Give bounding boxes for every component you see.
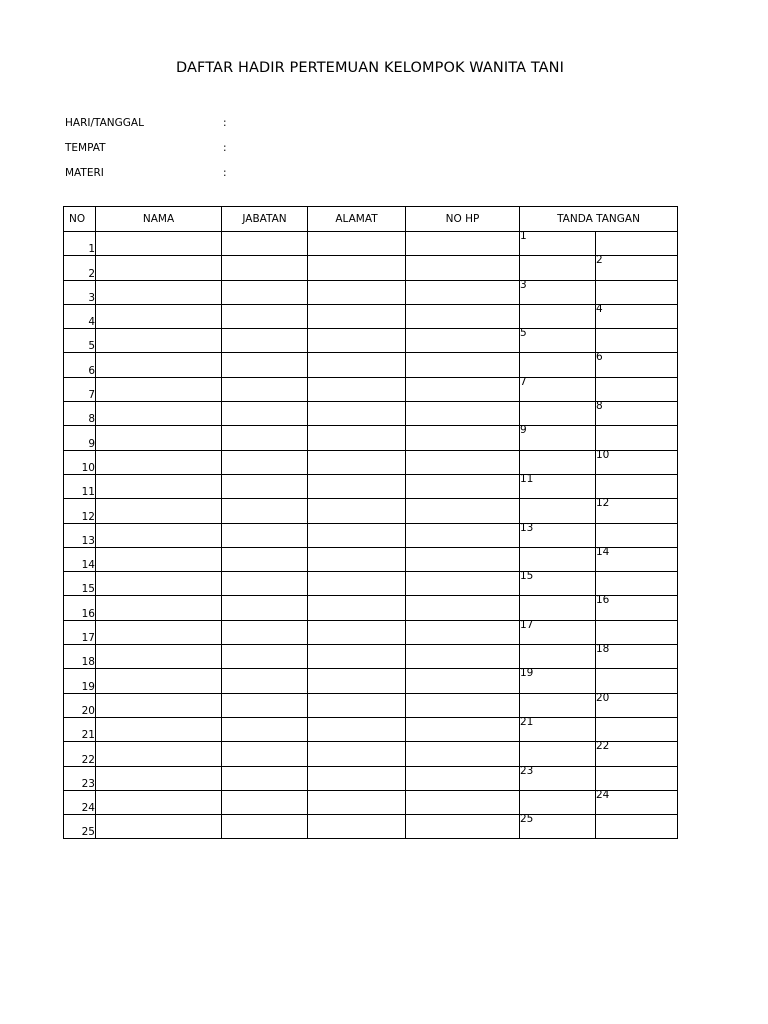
table-row: [64, 547, 678, 571]
jabatan-cell[interactable]: [222, 693, 308, 717]
signature-cell-right[interactable]: [596, 474, 678, 498]
jabatan-cell[interactable]: [222, 304, 308, 328]
signature-cell-left[interactable]: [520, 693, 596, 717]
jabatan-cell[interactable]: [222, 717, 308, 741]
alamat-cell[interactable]: [308, 547, 406, 571]
row-number: 25: [64, 815, 96, 839]
table-row: [64, 742, 678, 766]
signature-cell-left[interactable]: [520, 742, 596, 766]
row-number: 18: [64, 645, 96, 669]
alamat-cell[interactable]: [308, 620, 406, 644]
header-alamat: ALAMAT: [308, 207, 406, 232]
row-number: 4: [64, 304, 96, 328]
table-row: [64, 232, 678, 256]
jabatan-cell[interactable]: [222, 620, 308, 644]
signature-cell-left[interactable]: [520, 402, 596, 426]
row-number: 21: [64, 717, 96, 741]
row-number: 22: [64, 742, 96, 766]
signature-number: 1: [520, 230, 527, 242]
nama-cell[interactable]: [96, 377, 222, 401]
no-hp-cell[interactable]: [406, 377, 520, 401]
no-hp-cell[interactable]: [406, 329, 520, 353]
row-number: 5: [64, 329, 96, 353]
signature-cell-right[interactable]: [596, 329, 678, 353]
no-hp-cell[interactable]: [406, 450, 520, 474]
signature-cell-right[interactable]: [596, 620, 678, 644]
no-hp-cell[interactable]: [406, 815, 520, 839]
table-row: [64, 572, 678, 596]
table-row: [64, 815, 678, 839]
row-number: 3: [64, 280, 96, 304]
signature-cell-left[interactable]: [520, 280, 596, 304]
signature-number: 20: [596, 691, 610, 704]
table-row: [64, 790, 678, 814]
nama-cell[interactable]: [96, 280, 222, 304]
signature-cell-left[interactable]: [520, 596, 596, 620]
alamat-cell[interactable]: [308, 426, 406, 450]
signature-cell-right[interactable]: [596, 766, 678, 790]
table-body: [64, 232, 678, 839]
signature-cell-left[interactable]: [520, 377, 596, 401]
row-number: 20: [64, 693, 96, 717]
no-hp-cell[interactable]: [406, 717, 520, 741]
table-row: [64, 596, 678, 620]
nama-cell[interactable]: [96, 402, 222, 426]
jabatan-cell[interactable]: [222, 450, 308, 474]
signature-number: 23: [520, 764, 534, 777]
nama-cell[interactable]: [96, 450, 222, 474]
nama-cell[interactable]: [96, 742, 222, 766]
no-hp-cell[interactable]: [406, 402, 520, 426]
table-row: [64, 693, 678, 717]
signature-cell-right[interactable]: [596, 426, 678, 450]
no-hp-cell[interactable]: [406, 645, 520, 669]
alamat-cell[interactable]: [308, 474, 406, 498]
table-row: [64, 645, 678, 669]
table-row: [64, 620, 678, 644]
no-hp-cell[interactable]: [406, 474, 520, 498]
signature-cell-left[interactable]: [520, 620, 596, 644]
signature-cell-right[interactable]: [596, 742, 678, 766]
signature-number: 25: [520, 813, 534, 826]
signature-cell-right[interactable]: [596, 596, 678, 620]
nama-cell[interactable]: [96, 693, 222, 717]
signature-cell-right[interactable]: [596, 232, 678, 256]
alamat-cell[interactable]: [308, 329, 406, 353]
header-nama: NAMA: [96, 207, 222, 232]
signature-cell-right[interactable]: [596, 547, 678, 571]
signature-cell-right[interactable]: [596, 790, 678, 814]
signature-number: 22: [596, 740, 610, 753]
signature-number: 7: [520, 375, 527, 388]
alamat-cell[interactable]: [308, 450, 406, 474]
signature-cell-right[interactable]: [596, 304, 678, 328]
jabatan-cell[interactable]: [222, 596, 308, 620]
signature-cell-left[interactable]: [520, 426, 596, 450]
signature-cell-right[interactable]: [596, 353, 678, 377]
meta-colon: :: [223, 167, 227, 179]
no-hp-cell[interactable]: [406, 523, 520, 547]
alamat-cell[interactable]: [308, 499, 406, 523]
nama-cell[interactable]: [96, 523, 222, 547]
jabatan-cell[interactable]: [222, 353, 308, 377]
header-no-hp: NO HP: [406, 207, 520, 232]
signature-number: 18: [596, 643, 610, 656]
no-hp-cell[interactable]: [406, 232, 520, 256]
row-number: 17: [64, 620, 96, 644]
table-row: [64, 329, 678, 353]
nama-cell[interactable]: [96, 717, 222, 741]
nama-cell[interactable]: [96, 304, 222, 328]
jabatan-cell[interactable]: [222, 547, 308, 571]
signature-number: 14: [596, 545, 610, 558]
signature-number: 19: [520, 667, 534, 680]
alamat-cell[interactable]: [308, 256, 406, 280]
table-row: [64, 426, 678, 450]
row-number: 2: [64, 256, 96, 280]
jabatan-cell[interactable]: [222, 523, 308, 547]
meta-row-material: [65, 167, 227, 179]
nama-cell[interactable]: [96, 474, 222, 498]
signature-cell-left[interactable]: [520, 499, 596, 523]
signature-cell-right[interactable]: [596, 280, 678, 304]
meta-row-place: [65, 142, 227, 154]
alamat-cell[interactable]: [308, 693, 406, 717]
meta-row-date: [65, 117, 227, 129]
jabatan-cell[interactable]: [222, 474, 308, 498]
signature-number: 3: [520, 278, 527, 291]
signature-number: 12: [596, 497, 610, 510]
signature-number: 2: [596, 254, 603, 267]
table-row: [64, 669, 678, 693]
nama-cell[interactable]: [96, 669, 222, 693]
jabatan-cell[interactable]: [222, 426, 308, 450]
jabatan-cell[interactable]: [222, 377, 308, 401]
table-row: [64, 766, 678, 790]
jabatan-cell[interactable]: [222, 329, 308, 353]
jabatan-cell[interactable]: [222, 742, 308, 766]
jabatan-cell[interactable]: [222, 572, 308, 596]
signature-number: 13: [520, 521, 534, 534]
signature-cell-right[interactable]: [596, 669, 678, 693]
signature-cell-left[interactable]: [520, 547, 596, 571]
signature-cell-right[interactable]: [596, 645, 678, 669]
meta-label-place: TEMPAT: [65, 142, 106, 154]
header-no: NO: [64, 207, 96, 232]
meta-colon: :: [223, 142, 227, 154]
jabatan-cell[interactable]: [222, 790, 308, 814]
signature-number: 21: [520, 715, 534, 728]
alamat-cell[interactable]: [308, 353, 406, 377]
attendance-table: [63, 206, 678, 839]
jabatan-cell[interactable]: [222, 815, 308, 839]
table-row: [64, 377, 678, 401]
row-number: 14: [64, 547, 96, 571]
nama-cell[interactable]: [96, 815, 222, 839]
nama-cell[interactable]: [96, 256, 222, 280]
header-tanda-tangan: TANDA TANGAN: [520, 207, 678, 232]
signature-cell-left[interactable]: [520, 645, 596, 669]
nama-cell[interactable]: [96, 572, 222, 596]
signature-number: 10: [596, 448, 610, 461]
alamat-cell[interactable]: [308, 766, 406, 790]
table-row: [64, 280, 678, 304]
alamat-cell[interactable]: [308, 742, 406, 766]
nama-cell[interactable]: [96, 499, 222, 523]
no-hp-cell[interactable]: [406, 353, 520, 377]
row-number: 9: [64, 426, 96, 450]
signature-number: 17: [520, 618, 534, 631]
signature-cell-left[interactable]: [520, 450, 596, 474]
row-number: 23: [64, 766, 96, 790]
row-number: 24: [64, 790, 96, 814]
row-number: 1: [64, 232, 96, 256]
jabatan-cell[interactable]: [222, 256, 308, 280]
nama-cell[interactable]: [96, 353, 222, 377]
table-row: [64, 474, 678, 498]
table-row: [64, 499, 678, 523]
alamat-cell[interactable]: [308, 717, 406, 741]
signature-cell-right[interactable]: [596, 377, 678, 401]
document-title: DAFTAR HADIR PERTEMUAN KELOMPOK WANITA TANI: [176, 60, 564, 76]
signature-number: 15: [520, 570, 534, 583]
alamat-cell[interactable]: [308, 815, 406, 839]
jabatan-cell[interactable]: [222, 402, 308, 426]
signature-cell-left[interactable]: [520, 572, 596, 596]
row-number: 10: [64, 450, 96, 474]
nama-cell[interactable]: [96, 329, 222, 353]
no-hp-cell[interactable]: [406, 547, 520, 571]
jabatan-cell[interactable]: [222, 669, 308, 693]
signature-number: 16: [596, 594, 610, 607]
no-hp-cell[interactable]: [406, 572, 520, 596]
nama-cell[interactable]: [96, 596, 222, 620]
no-hp-cell[interactable]: [406, 256, 520, 280]
no-hp-cell[interactable]: [406, 620, 520, 644]
signature-number: 8: [596, 400, 603, 413]
row-number: 13: [64, 523, 96, 547]
jabatan-cell[interactable]: [222, 645, 308, 669]
signature-number: 11: [520, 472, 534, 485]
alamat-cell[interactable]: [308, 790, 406, 814]
row-number: 16: [64, 596, 96, 620]
table-row: [64, 717, 678, 741]
no-hp-cell[interactable]: [406, 304, 520, 328]
no-hp-cell[interactable]: [406, 669, 520, 693]
header-jabatan: JABATAN: [222, 207, 308, 232]
row-number: 19: [64, 669, 96, 693]
signature-number: 9: [520, 424, 527, 437]
signature-cell-right[interactable]: [596, 717, 678, 741]
row-number: 8: [64, 402, 96, 426]
row-number: 7: [64, 377, 96, 401]
table-row: [64, 523, 678, 547]
signature-cell-left[interactable]: [520, 766, 596, 790]
alamat-cell[interactable]: [308, 304, 406, 328]
no-hp-cell[interactable]: [406, 499, 520, 523]
signature-number: 4: [596, 302, 603, 315]
signature-cell-right[interactable]: [596, 815, 678, 839]
alamat-cell[interactable]: [308, 377, 406, 401]
table-header-row: [64, 207, 678, 232]
alamat-cell[interactable]: [308, 232, 406, 256]
alamat-cell[interactable]: [308, 280, 406, 304]
signature-number: 24: [596, 788, 610, 801]
nama-cell[interactable]: [96, 790, 222, 814]
row-number: 11: [64, 474, 96, 498]
jabatan-cell[interactable]: [222, 280, 308, 304]
row-number: 12: [64, 499, 96, 523]
no-hp-cell[interactable]: [406, 766, 520, 790]
no-hp-cell[interactable]: [406, 280, 520, 304]
signature-cell-left[interactable]: [520, 815, 596, 839]
alamat-cell[interactable]: [308, 596, 406, 620]
signature-cell-left[interactable]: [520, 474, 596, 498]
no-hp-cell[interactable]: [406, 742, 520, 766]
signature-cell-right[interactable]: [596, 450, 678, 474]
alamat-cell[interactable]: [308, 645, 406, 669]
no-hp-cell[interactable]: [406, 693, 520, 717]
signature-cell-left[interactable]: [520, 329, 596, 353]
signature-number: 6: [596, 351, 603, 364]
jabatan-cell[interactable]: [222, 232, 308, 256]
signature-cell-left[interactable]: [520, 304, 596, 328]
jabatan-cell[interactable]: [222, 766, 308, 790]
signature-cell-left[interactable]: [520, 353, 596, 377]
alamat-cell[interactable]: [308, 572, 406, 596]
signature-cell-left[interactable]: [520, 523, 596, 547]
nama-cell[interactable]: [96, 645, 222, 669]
signature-cell-right[interactable]: [596, 693, 678, 717]
alamat-cell[interactable]: [308, 669, 406, 693]
signature-cell-right[interactable]: [596, 256, 678, 280]
nama-cell[interactable]: [96, 766, 222, 790]
table-row: [64, 256, 678, 280]
table-row: [64, 304, 678, 328]
meta-label-date: HARI/TANGGAL: [65, 117, 144, 129]
meta-colon: :: [223, 117, 227, 129]
signature-cell-left[interactable]: [520, 717, 596, 741]
signature-cell-right[interactable]: [596, 572, 678, 596]
signature-cell-right[interactable]: [596, 402, 678, 426]
row-number: 15: [64, 572, 96, 596]
no-hp-cell[interactable]: [406, 790, 520, 814]
no-hp-cell[interactable]: [406, 596, 520, 620]
signature-cell-left[interactable]: [520, 256, 596, 280]
signature-cell-right[interactable]: [596, 523, 678, 547]
meta-label-material: MATERI: [65, 167, 104, 179]
table-row: [64, 353, 678, 377]
nama-cell[interactable]: [96, 232, 222, 256]
alamat-cell[interactable]: [308, 523, 406, 547]
nama-cell[interactable]: [96, 620, 222, 644]
jabatan-cell[interactable]: [222, 499, 308, 523]
table-row: [64, 402, 678, 426]
table-row: [64, 450, 678, 474]
signature-cell-left[interactable]: [520, 790, 596, 814]
nama-cell[interactable]: [96, 547, 222, 571]
signature-number: 5: [520, 327, 527, 340]
alamat-cell[interactable]: [308, 402, 406, 426]
row-number: 6: [64, 353, 96, 377]
signature-cell-right[interactable]: [596, 499, 678, 523]
signature-cell-left[interactable]: [520, 669, 596, 693]
signature-cell-left[interactable]: [520, 232, 596, 256]
nama-cell[interactable]: [96, 426, 222, 450]
no-hp-cell[interactable]: [406, 426, 520, 450]
